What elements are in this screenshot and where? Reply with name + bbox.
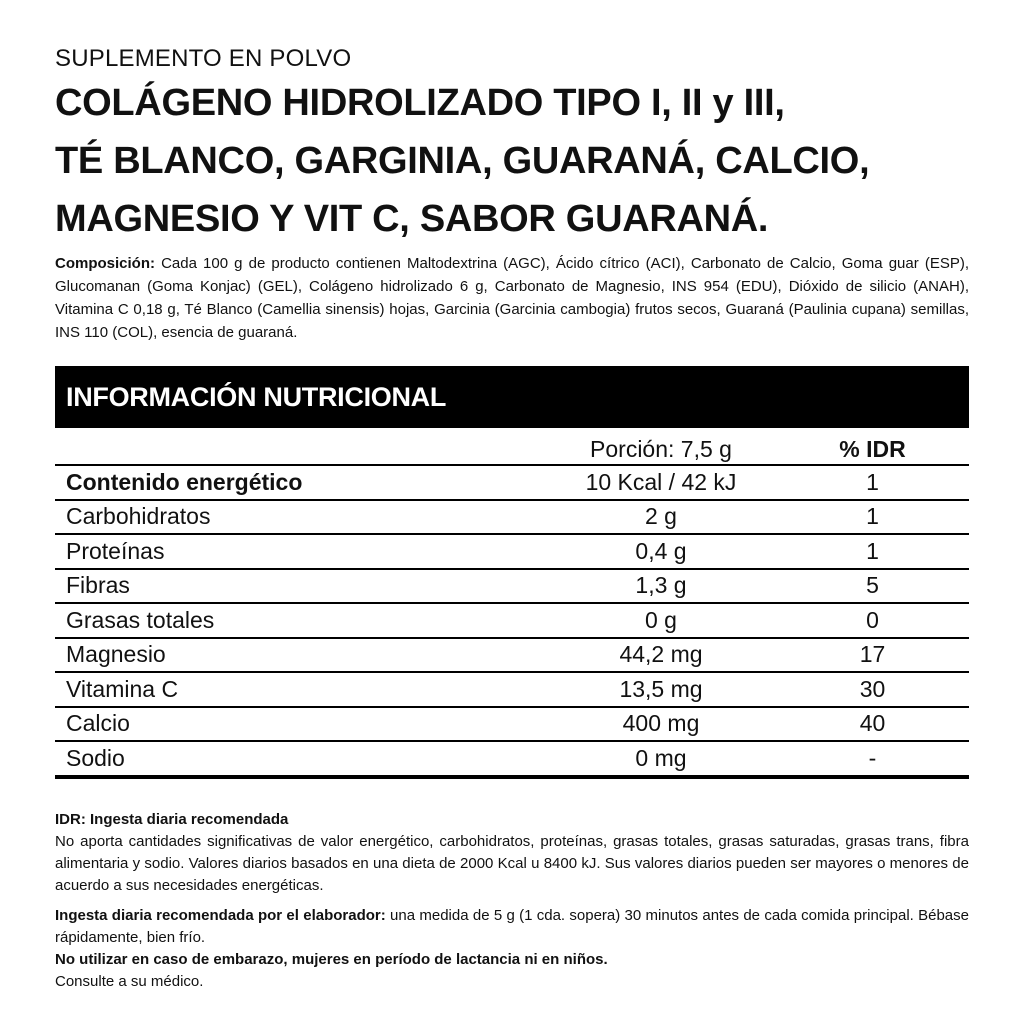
title-line: COLÁGENO HIDROLIZADO TIPO I, II y III, — [55, 82, 785, 124]
footnotes — [55, 809, 969, 993]
consult-text: Consulte a su médico. — [55, 972, 204, 990]
nutrient-name: Carbohidratos — [55, 500, 546, 535]
table-row — [55, 569, 969, 604]
product-subtitle: SUPLEMENTO EN POLVO — [55, 45, 352, 72]
nutrient-idr: 17 — [776, 638, 969, 673]
dose-body: una medida de 5 g (1 cda. sopera) 30 minutos antes de cada comida principal. Bébase rápidamente, bien frío. — [55, 906, 969, 946]
nutrient-idr: 0 — [776, 603, 969, 638]
table-row — [55, 672, 969, 707]
nutrient-amount: 10 Kcal / 42 kJ — [546, 465, 776, 500]
title-line: TÉ BLANCO, GARGINIA, GUARANÁ, CALCIO, — [55, 140, 870, 182]
nutrient-amount: 0 g — [546, 603, 776, 638]
nutrient-amount: 44,2 mg — [546, 638, 776, 673]
table-row — [55, 707, 969, 742]
idr-title: IDR: Ingesta diaria recomendada — [55, 810, 289, 828]
table-row — [55, 638, 969, 673]
composition-body: Cada 100 g de producto contienen Maltodextrina (AGC), Ácido cítrico (ACI), Carbonato de Calcio, Goma guar (ESP), Glucomanan (Goma Konjac) (GEL), Colágeno hidrolizado 6 g, Carbonato de Magnesio, INS 954 (EDU), Dióxido de silicio (ANAH), Vitamina C 0,18 g, Té Blanco (Camellia sinensis) hojas, Garcinia (Garcinia cambogia) frutos secos, Guaraná (Paulinia cupana) semillas, INS 110 (COL), esencia de guaraná. — [55, 255, 969, 341]
nutrient-idr: 1 — [776, 500, 969, 535]
nutrient-name: Vitamina C — [55, 672, 546, 707]
nutrient-name: Magnesio — [55, 638, 546, 673]
table-row — [55, 534, 969, 569]
nutrient-name: Calcio — [55, 707, 546, 742]
nutrition-table — [55, 434, 969, 779]
nutrient-name: Grasas totales — [55, 603, 546, 638]
nutrient-name: Proteínas — [55, 534, 546, 569]
nutrient-idr: 30 — [776, 672, 969, 707]
dose-text — [55, 905, 969, 949]
header-empty-cell — [55, 434, 546, 465]
idr-text: No aporta cantidades significativas de valor energético, carbohidratos, proteínas, grasas totales, grasas saturadas, grasas trans, fibra alimentaria y sodio. Valores diarios basados en una dieta de 2000 Kcal u 8400 kJ. Sus valores diarios pueden ser mayores o menores de acuerdo a sus necesidades energéticas. — [55, 832, 969, 894]
nutrient-idr: - — [776, 741, 969, 777]
idr-header: % IDR — [776, 434, 969, 465]
dose-label: Ingesta diaria recomendada por el elaborador: — [55, 906, 386, 924]
nutrient-amount: 2 g — [546, 500, 776, 535]
table-row — [55, 465, 969, 500]
composition-text — [55, 252, 969, 344]
composition-label: Composición: — [55, 255, 155, 272]
portion-header: Porción: 7,5 g — [546, 434, 776, 465]
nutrient-amount: 0,4 g — [546, 534, 776, 569]
label-page — [55, 44, 969, 993]
table-row — [55, 741, 969, 777]
nutrient-amount: 13,5 mg — [546, 672, 776, 707]
nutrient-idr: 40 — [776, 707, 969, 742]
nutrient-idr: 1 — [776, 465, 969, 500]
nutrient-name: Contenido energético — [55, 465, 546, 500]
table-header-row — [55, 434, 969, 465]
title-line: MAGNESIO Y VIT C, SABOR GUARANÁ. — [55, 198, 769, 240]
nutrition-heading: INFORMACIÓN NUTRICIONAL — [55, 366, 969, 428]
nutrient-idr: 1 — [776, 534, 969, 569]
nutrient-amount: 0 mg — [546, 741, 776, 777]
table-row — [55, 500, 969, 535]
warning-text: No utilizar en caso de embarazo, mujeres en período de lactancia ni en niños. — [55, 950, 608, 968]
nutrient-amount: 1,3 g — [546, 569, 776, 604]
table-row — [55, 603, 969, 638]
nutrient-amount: 400 mg — [546, 707, 776, 742]
nutrient-name: Fibras — [55, 569, 546, 604]
product-title — [55, 74, 969, 248]
nutrient-idr: 5 — [776, 569, 969, 604]
nutrient-name: Sodio — [55, 741, 546, 777]
